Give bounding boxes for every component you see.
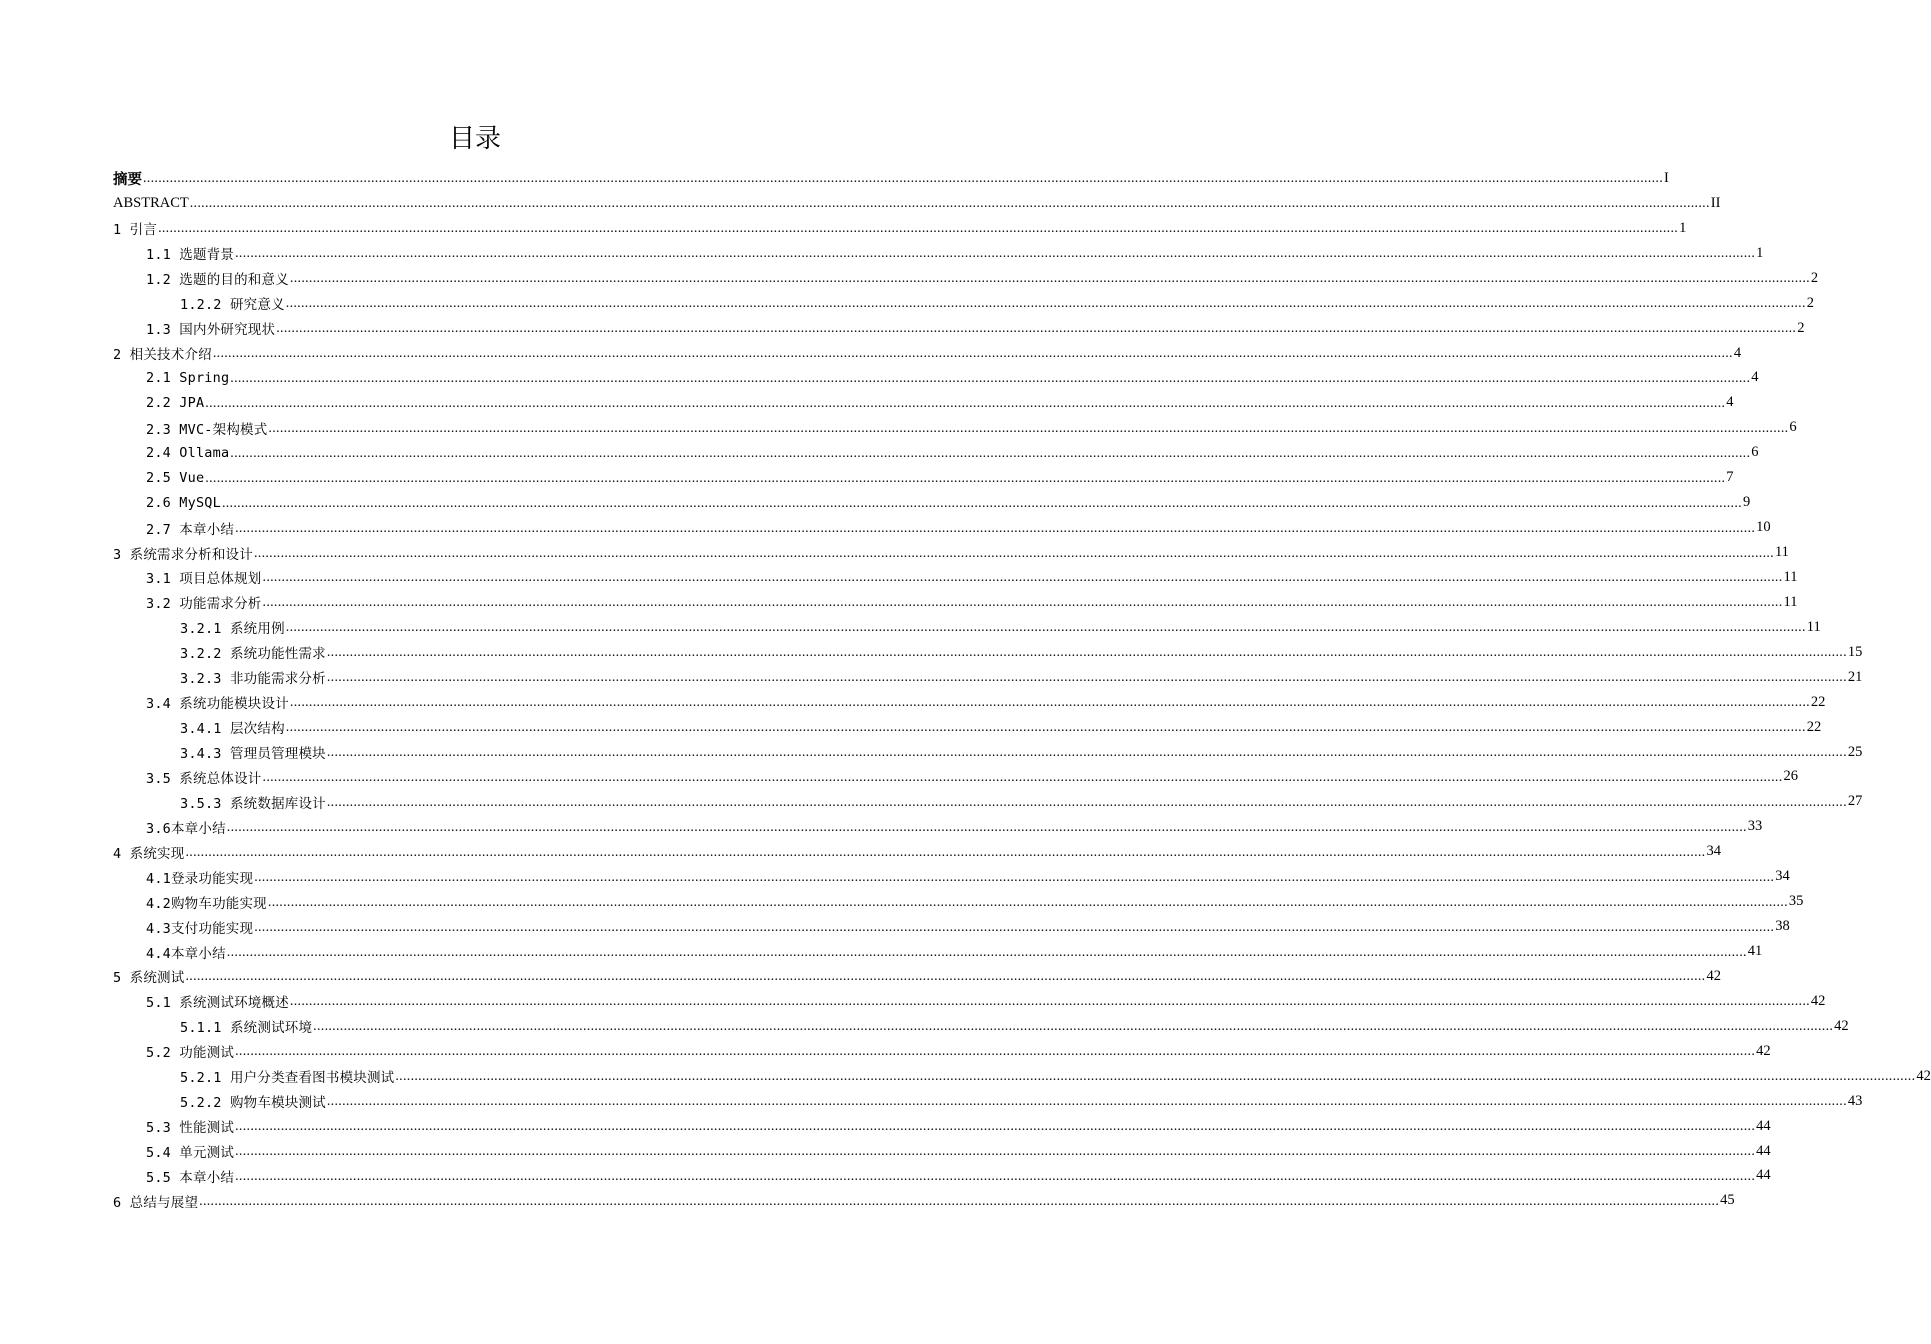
toc-entry-label: 1.2.2 研究意义 [180, 297, 285, 314]
toc-entry[interactable] [113, 814, 1763, 839]
toc-entry[interactable] [113, 1139, 1771, 1164]
toc-entry-label: 3.5.3 系统数据库设计 [180, 795, 326, 812]
toc-entry[interactable] [113, 316, 1805, 341]
toc-entry-label: 2.6 MySQL [146, 494, 221, 511]
dot-leader: ................................................................................................................................................................................................................................................................................................................................................................................................................ [326, 645, 1847, 661]
toc-entry-page-number: 1 [1756, 244, 1764, 261]
toc-entry-page-number: 26 [1783, 768, 1799, 785]
toc-entry[interactable] [113, 740, 1863, 765]
toc-entry-label: 3.6本章小结 [146, 820, 226, 837]
toc-entry[interactable] [113, 640, 1863, 665]
toc-entry-label: 3.4.3 管理员管理模块 [180, 746, 326, 763]
toc-entry-label: 3 系统需求分析和设计 [113, 546, 253, 563]
toc-entry-label: 2.2 JPA [146, 394, 205, 411]
toc-entry[interactable] [113, 241, 1764, 266]
toc-entry-page-number: 4 [1726, 394, 1734, 411]
toc-entry-page-number: 42 [1706, 967, 1721, 984]
dot-leader: ................................................................................................................................................................................................................................................................................................................................................................................................................ [212, 346, 1733, 362]
toc-entry-page-number: 7 [1726, 469, 1734, 486]
toc-entry-label: 1.3 国内外研究现状 [146, 322, 276, 339]
toc-entry-page-number: 22 [1810, 693, 1826, 710]
toc-entry[interactable] [113, 615, 1821, 640]
toc-entry-label: 3.2.1 系统用例 [180, 621, 285, 638]
toc-entry[interactable] [113, 515, 1771, 540]
dot-leader: ................................................................................................................................................................................................................................................................................................................................................................................................................ [205, 470, 1726, 486]
dot-leader: ................................................................................................................................................................................................................................................................................................................................................................................................................ [262, 769, 1783, 785]
toc-entry[interactable] [113, 690, 1826, 715]
toc-entry[interactable] [113, 415, 1797, 440]
toc-entry-label: 2.4 Ollama [146, 444, 230, 461]
toc-entry-label: 1.2 选题的目的和意义 [146, 272, 289, 289]
dot-leader: ................................................................................................................................................................................................................................................................................................................................................................................................................ [262, 570, 1783, 586]
dot-leader: ................................................................................................................................................................................................................................................................................................................................................................................................................ [326, 794, 1847, 810]
toc-entry-label: 4.2购物车功能实现 [146, 895, 267, 912]
toc-title: 目录 [448, 124, 501, 154]
toc-entry-page-number: 43 [1847, 1092, 1863, 1109]
toc-entry-label: ABSTRACT [113, 194, 189, 211]
toc-entry-label: 6 总结与展望 [113, 1194, 199, 1211]
toc-entry-page-number: 42 [1810, 992, 1826, 1009]
toc-entry[interactable] [113, 341, 1742, 366]
toc-entry-page-number: 2 [1797, 319, 1805, 336]
toc-entry-label: 5.4 单元测试 [146, 1145, 235, 1162]
toc-entry-label: 3.5 系统总体设计 [146, 770, 262, 787]
toc-entry[interactable] [113, 1114, 1771, 1139]
dot-leader: ................................................................................................................................................................................................................................................................................................................................................................................................................ [235, 1168, 1756, 1184]
toc-entry-page-number: 34 [1775, 868, 1790, 885]
toc-entry-page-number: 44 [1756, 1167, 1771, 1184]
toc-entry-label: 3.2.2 系统功能性需求 [180, 646, 326, 663]
toc-entry-page-number: 41 [1747, 943, 1763, 960]
toc-entry-page-number: 21 [1847, 668, 1863, 685]
toc-entry[interactable] [113, 765, 1799, 790]
dot-leader: ................................................................................................................................................................................................................................................................................................................................................................................................................ [276, 321, 1797, 337]
toc-entry-label: 5.2.2 购物车模块测试 [180, 1095, 326, 1112]
toc-entry[interactable] [113, 565, 1798, 590]
dot-leader: ................................................................................................................................................................................................................................................................................................................................................................................................................ [326, 1094, 1847, 1110]
toc-entry-page-number: 44 [1756, 1142, 1771, 1159]
toc-entry[interactable] [113, 366, 1759, 391]
toc-entry-page-number: 38 [1775, 918, 1790, 935]
toc-entry-page-number: 33 [1747, 818, 1763, 835]
dot-leader: ................................................................................................................................................................................................................................................................................................................................................................................................................ [235, 1144, 1756, 1160]
toc-entry-page-number: 9 [1742, 494, 1751, 511]
toc-entry-page-number: 11 [1783, 568, 1798, 585]
toc-entry-label: 1 引言 [113, 222, 158, 239]
dot-leader: ................................................................................................................................................................................................................................................................................................................................................................................................................ [189, 196, 1710, 212]
toc-entry-label: 3.2 功能需求分析 [146, 596, 262, 613]
toc-entry-page-number: 15 [1847, 643, 1863, 660]
toc-entry-page-number: 44 [1756, 1117, 1771, 1134]
toc-entry-label: 2.5 Vue [146, 469, 205, 486]
toc-entry-page-number: 25 [1847, 743, 1863, 760]
dot-leader: ................................................................................................................................................................................................................................................................................................................................................................................................................ [262, 595, 1783, 611]
dot-leader: ................................................................................................................................................................................................................................................................................................................................................................................................................ [235, 520, 1756, 536]
toc-entry-label: 5.2 功能测试 [146, 1045, 235, 1062]
dot-leader: ................................................................................................................................................................................................................................................................................................................................................................................................................ [285, 620, 1806, 636]
dot-leader: ................................................................................................................................................................................................................................................................................................................................................................................................................ [285, 720, 1806, 736]
toc-entry[interactable] [113, 291, 1815, 316]
toc-entry[interactable] [113, 465, 1734, 490]
dot-leader: ................................................................................................................................................................................................................................................................................................................................................................................................................ [289, 994, 1810, 1010]
dot-leader: ................................................................................................................................................................................................................................................................................................................................................................................................................ [185, 844, 1706, 860]
toc-entry[interactable] [113, 540, 1789, 565]
dot-leader: ................................................................................................................................................................................................................................................................................................................................................................................................................ [221, 495, 1742, 511]
toc-entry-label: 5.1.1 系统测试环境 [180, 1020, 313, 1037]
toc-entry[interactable] [113, 1039, 1771, 1064]
dot-leader: ................................................................................................................................................................................................................................................................................................................................................................................................................ [235, 1044, 1756, 1060]
toc-entry-label: 1.1 选题背景 [146, 247, 235, 264]
toc-entry[interactable] [113, 440, 1759, 465]
toc-entry-label: 2 相关技术介绍 [113, 347, 212, 364]
toc-entry-page-number: 22 [1806, 718, 1822, 735]
toc-entry-page-number: 34 [1706, 843, 1721, 860]
dot-leader: ................................................................................................................................................................................................................................................................................................................................................................................................................ [199, 1193, 1720, 1209]
toc-entry-page-number: 4 [1751, 369, 1759, 386]
toc-entry-page-number: 42 [1916, 1067, 1931, 1084]
toc-entry-label: 摘要 [113, 171, 142, 188]
dot-leader: ................................................................................................................................................................................................................................................................................................................................................................................................................ [254, 919, 1775, 935]
toc-entry[interactable] [113, 914, 1790, 939]
toc-entry[interactable] [113, 715, 1822, 740]
toc-entry-page-number: 42 [1834, 1017, 1849, 1034]
dot-leader: ................................................................................................................................................................................................................................................................................................................................................................................................................ [226, 944, 1747, 960]
toc-entry-page-number: 2 [1810, 269, 1819, 286]
toc-entry-label: 5.3 性能测试 [146, 1120, 235, 1137]
toc-entry-page-number: 10 [1756, 519, 1771, 536]
toc-entry[interactable] [113, 490, 1751, 515]
toc-entry-label: 2.1 Spring [146, 369, 230, 386]
toc-entry[interactable] [113, 989, 1826, 1014]
dot-leader: ................................................................................................................................................................................................................................................................................................................................................................................................................ [205, 395, 1726, 411]
toc-entry-label: 5.5 本章小结 [146, 1169, 235, 1186]
toc-entry-page-number: 6 [1789, 419, 1797, 436]
toc-entry-page-number: 45 [1720, 1192, 1735, 1209]
toc-entry-page-number: 2 [1806, 294, 1815, 311]
toc-entry-page-number: 6 [1751, 444, 1759, 461]
toc-entry-page-number: I [1664, 169, 1669, 186]
toc-entry-page-number: 35 [1788, 893, 1804, 910]
toc-entry[interactable] [113, 789, 1863, 814]
toc-entry[interactable] [113, 1014, 1849, 1039]
dot-leader: ................................................................................................................................................................................................................................................................................................................................................................................................................ [285, 296, 1806, 312]
toc-entry[interactable] [113, 1089, 1863, 1114]
dot-leader: ................................................................................................................................................................................................................................................................................................................................................................................................................ [226, 819, 1747, 835]
toc-entry[interactable] [113, 665, 1863, 690]
toc-entry[interactable] [113, 939, 1763, 964]
toc-entry-page-number: 4 [1733, 344, 1742, 361]
toc-entry-page-number: 27 [1847, 793, 1863, 810]
dot-leader: ................................................................................................................................................................................................................................................................................................................................................................................................................ [235, 246, 1756, 262]
toc-entry-label: 3.2.3 非功能需求分析 [180, 671, 326, 688]
toc-entry[interactable] [113, 1188, 1735, 1213]
toc-entry-label: 3.1 项目总体规划 [146, 571, 262, 588]
toc-entry[interactable] [113, 216, 1687, 241]
toc-entry-page-number: II [1710, 194, 1721, 211]
toc-entry[interactable] [113, 390, 1734, 415]
dot-leader: ................................................................................................................................................................................................................................................................................................................................................................................................................ [185, 969, 1706, 985]
toc-entry-label: 3.4 系统功能模块设计 [146, 696, 289, 713]
toc-entry-label: 4.3支付功能实现 [146, 920, 254, 937]
table-of-contents [113, 166, 1931, 1213]
dot-leader: ................................................................................................................................................................................................................................................................................................................................................................................................................ [143, 171, 1663, 187]
toc-entry[interactable] [113, 889, 1804, 914]
dot-leader: ................................................................................................................................................................................................................................................................................................................................................................................................................ [254, 869, 1775, 885]
dot-leader: ................................................................................................................................................................................................................................................................................................................................................................................................................ [326, 745, 1847, 761]
toc-entry[interactable] [113, 1064, 1931, 1089]
dot-leader: ................................................................................................................................................................................................................................................................................................................................................................................................................ [289, 271, 1810, 287]
toc-entry-label: 5.1 系统测试环境概述 [146, 995, 289, 1012]
toc-entry-label: 3.4.1 层次结构 [180, 721, 285, 738]
toc-entry[interactable] [113, 839, 1721, 864]
toc-entry[interactable] [113, 191, 1721, 216]
dot-leader: ................................................................................................................................................................................................................................................................................................................................................................................................................ [313, 1019, 1834, 1035]
dot-leader: ................................................................................................................................................................................................................................................................................................................................................................................................................ [268, 420, 1789, 436]
toc-entry-label: 4.1登录功能实现 [146, 870, 254, 887]
dot-leader: ................................................................................................................................................................................................................................................................................................................................................................................................................ [253, 545, 1774, 561]
toc-entry[interactable] [113, 964, 1721, 989]
dot-leader: ................................................................................................................................................................................................................................................................................................................................................................................................................ [158, 221, 1679, 237]
toc-entry-label: 5 系统测试 [113, 970, 185, 987]
toc-entry[interactable] [113, 166, 1669, 191]
toc-entry-page-number: 42 [1756, 1042, 1771, 1059]
toc-entry-page-number: 11 [1806, 618, 1821, 635]
toc-entry-label: 2.3 MVC-架构模式 [146, 421, 268, 438]
toc-entry-label: 5.2.1 用户分类查看图书模块测试 [180, 1070, 395, 1087]
toc-entry-page-number: 1 [1679, 219, 1687, 236]
toc-entry-label: 2.7 本章小结 [146, 521, 235, 538]
dot-leader: ................................................................................................................................................................................................................................................................................................................................................................................................................ [395, 1069, 1916, 1085]
toc-entry[interactable] [113, 1164, 1771, 1189]
dot-leader: ................................................................................................................................................................................................................................................................................................................................................................................................................ [326, 670, 1847, 686]
toc-entry[interactable] [113, 864, 1790, 889]
toc-entry[interactable] [113, 590, 1798, 615]
dot-leader: ................................................................................................................................................................................................................................................................................................................................................................................................................ [289, 695, 1810, 711]
toc-entry-page-number: 11 [1783, 593, 1798, 610]
dot-leader: ................................................................................................................................................................................................................................................................................................................................................................................................................ [230, 370, 1751, 386]
dot-leader: ................................................................................................................................................................................................................................................................................................................................................................................................................ [230, 445, 1751, 461]
toc-entry-label: 4 系统实现 [113, 845, 185, 862]
dot-leader: ................................................................................................................................................................................................................................................................................................................................................................................................................ [267, 894, 1788, 910]
toc-entry-label: 4.4本章小结 [146, 945, 226, 962]
toc-entry-page-number: 11 [1774, 544, 1789, 561]
toc-entry[interactable] [113, 266, 1819, 291]
dot-leader: ................................................................................................................................................................................................................................................................................................................................................................................................................ [235, 1119, 1756, 1135]
